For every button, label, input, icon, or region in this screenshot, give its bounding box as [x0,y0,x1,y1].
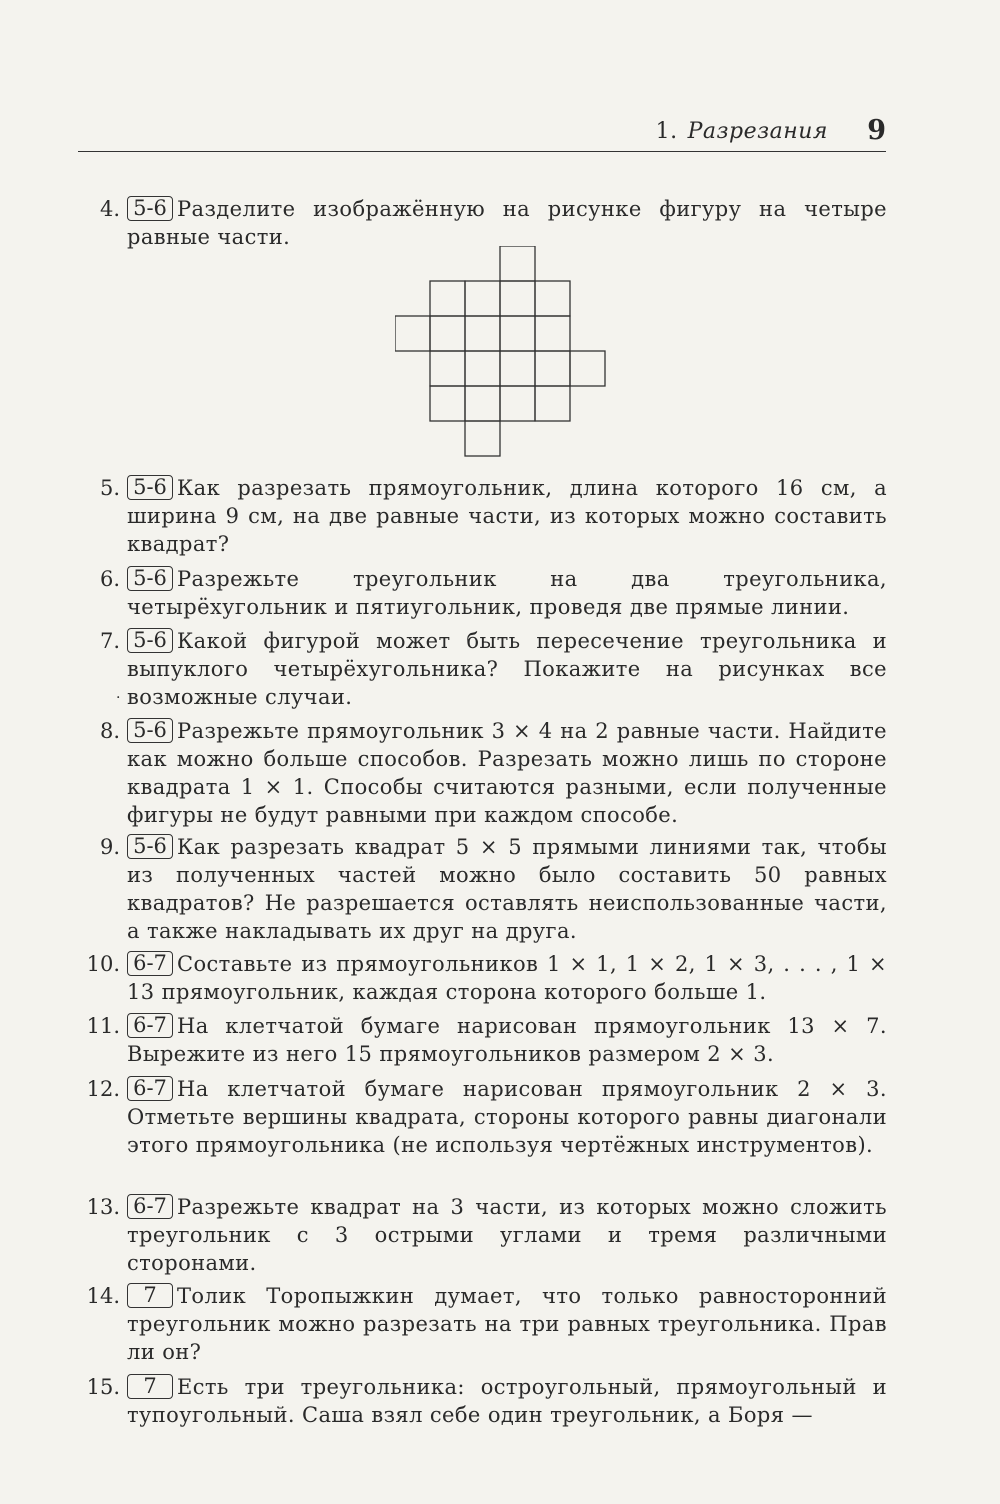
grid-cell [430,316,465,351]
level-badge: 5-6 [127,475,173,500]
problem-number: 10. [86,952,120,976]
grid-cell [500,351,535,386]
grid-cell [465,281,500,316]
problem-text [127,1075,887,1159]
problem-statement: Разрежьте квадрат на 3 части, из которых можно сложить треугольник с 3 острыми углами и тремя различными сторонами. [127,1195,887,1275]
problem-statement: Как разрезать прямоугольник, длина которого 16 см, а ширина 9 см, на две равные части, из которых можно составить квадрат? [127,476,887,556]
level-badge: 6-7 [127,1076,173,1101]
grid-cell [500,246,535,281]
problem-text [127,1373,887,1429]
problem-statement: Какой фигурой может быть пересечение треугольника и выпуклого четырёхугольника? Покажите на рисунках все возможные случаи. [127,629,887,709]
problem-statement: Есть три треугольника: остроугольный, прямоугольный и тупоугольный. Саша взял себе один треугольник, а Боря — [127,1375,887,1427]
grid-cell [535,351,570,386]
level-badge: 5-6 [127,834,173,859]
problem-text [127,1193,887,1277]
page-number: 9 [867,115,886,146]
problem-number: 13. [86,1195,120,1219]
grid-cell [430,386,465,421]
grid-cell [500,281,535,316]
grid-cell [465,386,500,421]
problem-statement: На клетчатой бумаге нарисован прямоугольник 13 × 7. Вырежите из него 15 прямоугольников размером 2 × 3. [127,1014,887,1066]
problem-statement: Составьте из прямоугольников 1 × 1, 1 × 2, 1 × 3, . . . , 1 × 13 прямоугольник, каждая сторона которого больше 1. [127,952,887,1004]
problem-number: 14. [86,1284,120,1308]
problem-number: 15. [86,1375,120,1399]
problem-statement: Разделите изображённую на рисунке фигуру на четыре равные части. [127,197,887,249]
level-badge: 7 [127,1283,173,1308]
problem-text [127,1012,887,1068]
level-badge: 5-6 [127,566,173,591]
grid-cell [465,421,500,456]
grid-cell [430,281,465,316]
problem-statement: Толик Торопыжкин думает, что только равносторонний треугольник можно разрезать на три равных треугольника. Прав ли он? [127,1284,887,1364]
grid-cell [535,281,570,316]
grid-cell [465,351,500,386]
problem-number: 7. [99,629,120,653]
problem-statement: Разрежьте треугольник на два треугольника, четырёхугольник и пятиугольник, проведя две прямые линии. [127,567,887,619]
problem-text [127,1282,887,1366]
grid-figure [395,246,607,458]
grid-cell [535,386,570,421]
print-speck: . [116,686,121,702]
problem-number: 11. [86,1014,120,1038]
problem-statement: Как разрезать квадрат 5 × 5 прямыми линиями так, чтобы из полученных частей можно было составить 50 равных квадратов? Не разрешается оставлять неиспользованные части, а также накладывать их друг на друга. [127,835,887,943]
chapter-name: Разрезания [687,119,828,144]
problem-text [127,474,887,558]
problem-number: 6. [99,567,120,591]
level-badge: 6-7 [127,1013,173,1038]
problem-text [127,950,887,1006]
problem-number: 9. [99,835,120,859]
problem-statement: На клетчатой бумаге нарисован прямоугольник 2 × 3. Отметьте вершины квадрата, стороны которого равны диагонали этого прямоугольника (не используя чертёжных инструментов). [127,1077,887,1157]
problem-text [127,195,887,251]
chapter-title [656,119,828,144]
problem-number: 5. [99,476,120,500]
grid-cell [500,386,535,421]
level-badge: 7 [127,1374,173,1399]
level-badge: 5-6 [127,718,173,743]
problem-text [127,717,887,829]
problem-number: 12. [86,1077,120,1101]
grid-cell [570,351,605,386]
problem-text [127,627,887,711]
problem-text [127,833,887,945]
problem-statement: Разрежьте прямоугольник 3 × 4 на 2 равные части. Найдите как можно больше способов. Разрезать можно лишь по стороне квадрата 1 × 1. Способы считаются разными, если полученные фигуры не будут равными при каждом способе. [127,719,887,827]
problem-number: 4. [99,197,120,221]
grid-cell [430,351,465,386]
grid-cell [395,316,430,351]
level-badge: 6-7 [127,951,173,976]
problem-number: 8. [99,719,120,743]
level-badge: 5-6 [127,196,173,221]
grid-cell [535,316,570,351]
grid-cell [500,316,535,351]
chapter-number: 1. [655,119,678,144]
level-badge: 5-6 [127,628,173,653]
problem-text [127,565,887,621]
level-badge: 6-7 [127,1194,173,1219]
grid-cell [465,316,500,351]
running-header [78,117,886,152]
